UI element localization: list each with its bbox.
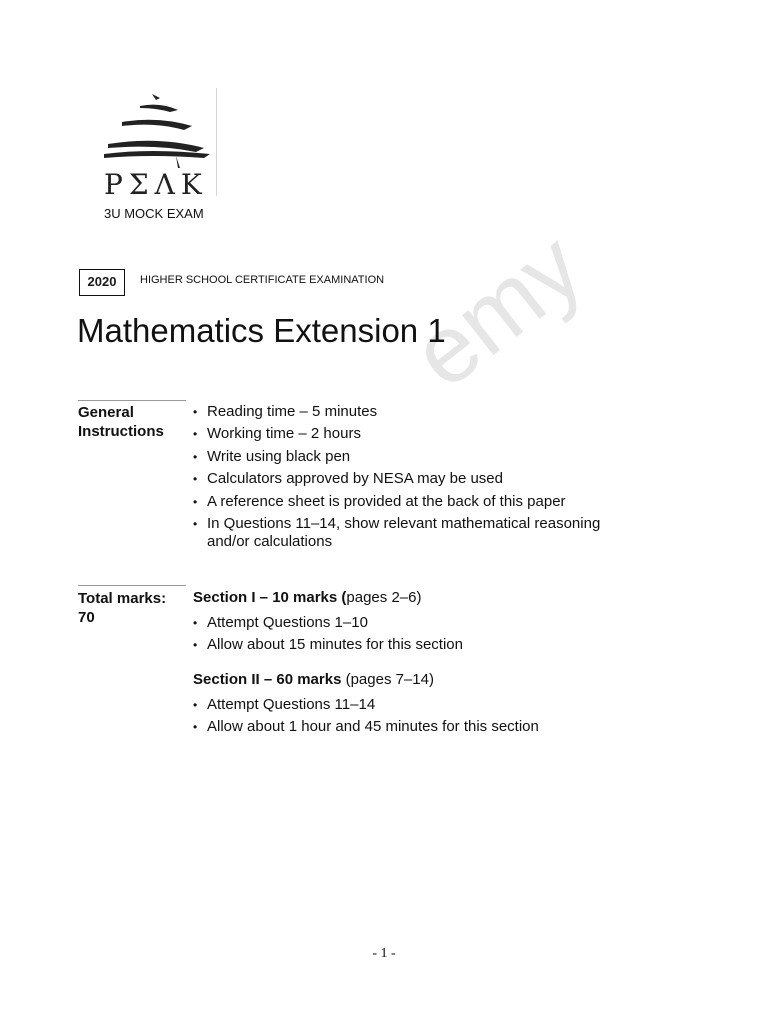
list-item: • Calculators approved by NESA may be used [193,470,633,488]
section-1-list [193,614,633,659]
watermark-text: emy [393,212,602,409]
list-item: • Working time – 2 hours [193,425,633,443]
logo-divider [216,88,217,196]
section-1-title: Section I – 10 marks ( [193,589,347,606]
list-item: • A reference sheet is provided at the back of this paper [193,493,633,511]
page-title: Mathematics Extension 1 [77,312,446,349]
general-divider [78,400,186,401]
mock-exam-label: 3U MOCK EXAM [104,206,204,221]
page-number: - 1 - [372,946,396,961]
section-1-heading [193,589,421,606]
general-instructions-list [193,403,633,555]
list-item: • Write using black pen [193,448,633,466]
logo-wordmark: ΡΣΛΚ [104,168,208,201]
section-2-pages: (pages 7–14) [341,671,434,688]
total-divider [78,585,186,586]
section-2-list [193,696,633,741]
list-item: • Attempt Questions 11–14 [193,696,633,714]
exam-type-label: HIGHER SCHOOL CERTIFICATE EXAMINATION [140,274,385,286]
total-marks-label: Total marks: 70 [78,590,167,626]
year-badge: 2020 [79,269,125,296]
section-2-title: Section II – 60 marks [193,671,342,688]
section-1-pages: pages 2–6) [346,589,422,606]
list-item: • Reading time – 5 minutes [193,403,633,421]
list-item: • Allow about 15 minutes for this section [193,636,633,654]
list-item: • Allow about 1 hour and 45 minutes for this section [193,718,633,736]
section-2-heading [193,671,434,688]
general-instructions-label: General Instructions [78,404,164,440]
list-item: • Attempt Questions 1–10 [193,614,633,632]
list-item: • In Questions 11–14, show relevant mathematical reasoning and/or calculations [193,515,633,551]
